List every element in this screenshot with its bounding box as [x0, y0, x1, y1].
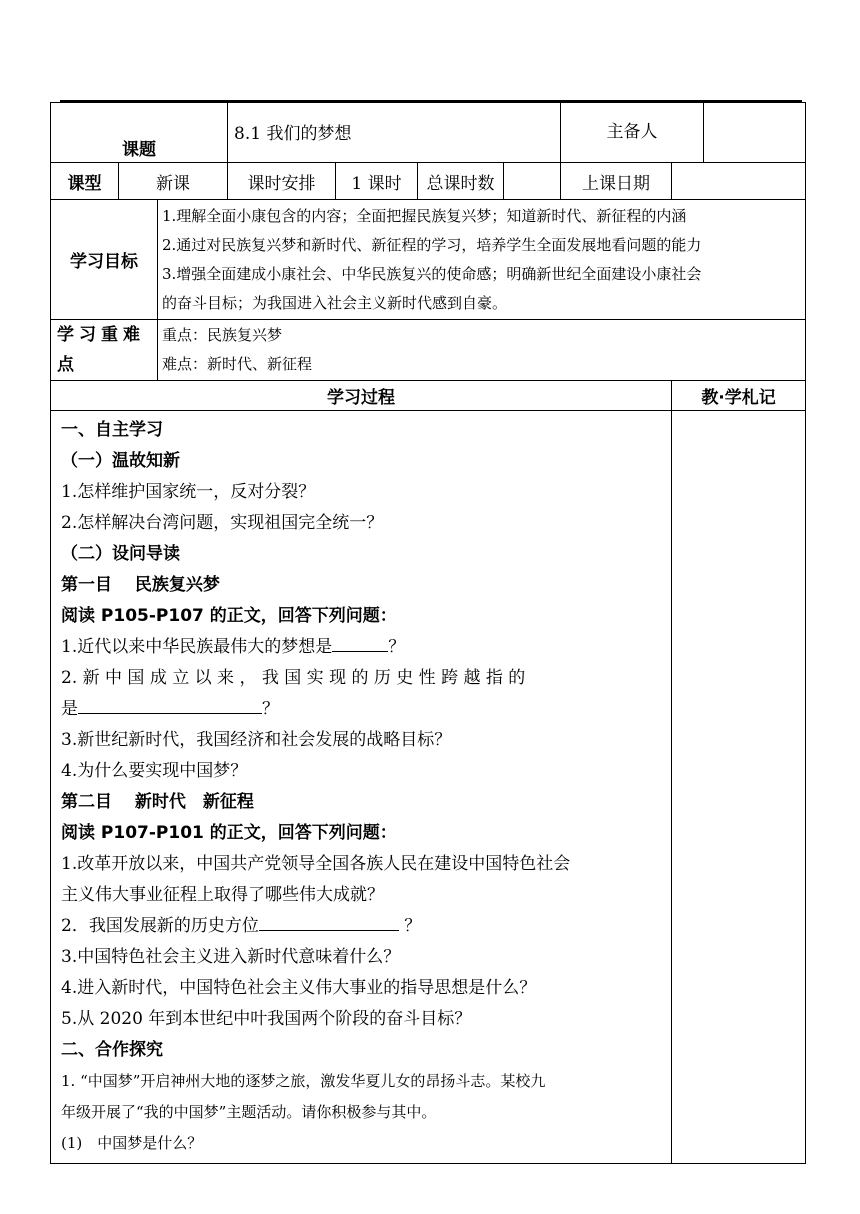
keypoints-values	[158, 320, 806, 381]
objective-item: 1.理解全面小康包含的内容；全面把握民族复兴梦；知道新时代、新征程的内涵	[162, 206, 687, 225]
subsection-review: （一）温故知新	[61, 451, 180, 471]
inquiry-prompt: 1. “中国梦”开启神州大地的逐梦之旅，激发华夏儿女的昂扬斗志。某校九	[61, 1072, 546, 1090]
notes-header: 教·学札记	[672, 381, 806, 411]
objectives-list	[158, 200, 806, 320]
process-header: 学习过程	[51, 381, 672, 411]
objective-item: 的奋斗目标；为我国进入社会主义新时代感到自豪。	[162, 293, 508, 312]
objectives-label: 学习目标	[51, 200, 158, 320]
process-content	[51, 411, 672, 1164]
total-value	[504, 163, 561, 200]
question: 5.从 2020 年到本世纪中叶我国两个阶段的奋斗目标？	[61, 1009, 472, 1029]
inquiry-prompt-continued: 年级开展了“我的中国梦”主题活动。请你积极参与其中。	[61, 1103, 437, 1121]
answer-blank[interactable]	[259, 912, 399, 931]
objective-item: 2.通过对民族复兴梦和新时代、新征程的学习，培养学生全面发展地看问题的能力	[162, 235, 702, 254]
topic-value: 8.1 我们的梦想	[228, 103, 561, 163]
module-title: 第一目 民族复兴梦	[61, 575, 220, 595]
module-title: 第二目 新时代 新征程	[61, 792, 254, 812]
reading-instruction: 阅读 P105-P107 的正文，回答下列问题：	[61, 606, 397, 626]
difficult-point: 难点：新时代、新征程	[162, 355, 313, 373]
key-point: 重点：民族复兴梦	[162, 326, 283, 344]
type-value: 新课	[119, 163, 228, 200]
answer-blank[interactable]	[332, 633, 388, 652]
date-value	[672, 163, 806, 200]
schedule-value: 1 课时	[336, 163, 418, 200]
answer-blank[interactable]	[78, 695, 262, 714]
question: 4.为什么要实现中国梦？	[61, 761, 248, 781]
question: 1.改革开放以来，中国共产党领导全国各族人民在建设中国特色社会	[61, 854, 571, 874]
question: 2.怎样解决台湾问题，实现祖国完全统一？	[61, 513, 384, 533]
reading-instruction: 阅读 P107-P101 的正文，回答下列问题：	[61, 823, 397, 843]
section-cooperative-inquiry: 二、合作探究	[61, 1040, 163, 1060]
question: 4.进入新时代，中国特色社会主义伟大事业的指导思想是什么？	[61, 978, 537, 998]
preparer-value	[704, 103, 806, 163]
notes-column	[672, 411, 806, 1164]
preparer-label: 主备人	[561, 103, 704, 163]
question: 2．我国发展新的历史方位 ？	[61, 911, 661, 942]
question: 1.近代以来中华民族最伟大的梦想是 ？	[61, 632, 661, 663]
question: 3.中国特色社会主义进入新时代意味着什么？	[61, 947, 401, 967]
question-continued: 是 ？	[61, 694, 661, 725]
schedule-label: 课时安排	[228, 163, 336, 200]
question: 1.怎样维护国家统一，反对分裂？	[61, 482, 316, 502]
keypoints-label: 学习重难点	[51, 320, 158, 381]
subsection-guided-reading: （二）设问导读	[61, 544, 180, 564]
topic-label: 课题	[51, 103, 228, 163]
section-self-study: 一、自主学习	[61, 420, 163, 440]
question: 3.新世纪新时代，我国经济和社会发展的战略目标？	[61, 730, 452, 750]
date-label: 上课日期	[561, 163, 672, 200]
inquiry-question: (1) 中国梦是什么？	[61, 1134, 203, 1152]
type-label: 课型	[51, 163, 119, 200]
question: 2. 新 中 国 成 立 以 来 ， 我 国 实 现 的 历 史 性 跨 越 指 的	[61, 668, 526, 688]
question-continued: 主义伟大事业征程上取得了哪些伟大成就？	[61, 885, 384, 905]
total-label: 总课时数	[418, 163, 504, 200]
objective-item: 3.增强全面建成小康社会、中华民族复兴的使命感；明确新世纪全面建设小康社会	[162, 264, 702, 283]
lesson-plan-table	[50, 102, 806, 1164]
